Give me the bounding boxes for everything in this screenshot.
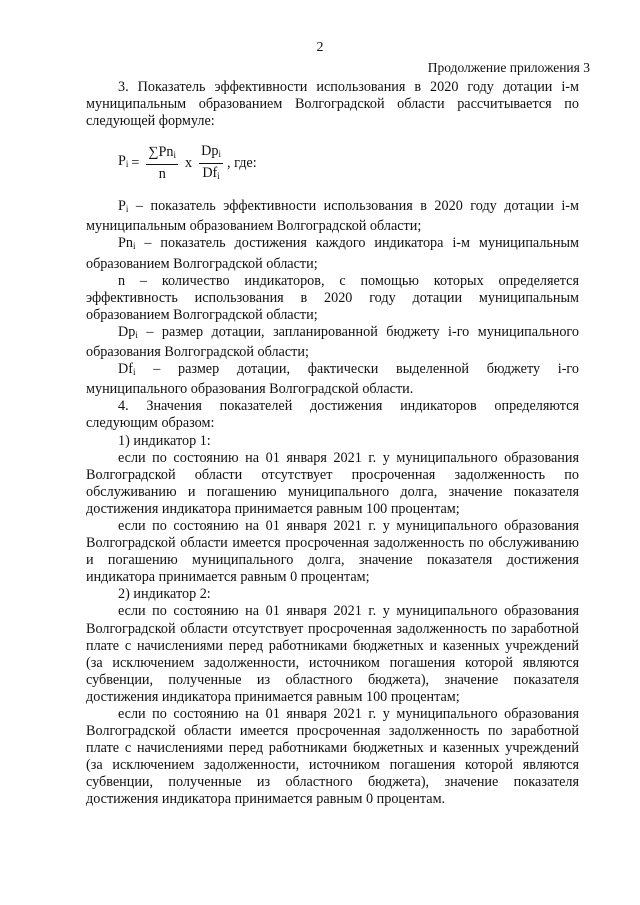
formula-denominator-2: $Df_i$ — [202, 164, 220, 181]
formula-times: x — [185, 154, 193, 171]
formula-numerator-1: $\sum Pn_i$ — [146, 144, 178, 165]
formula-equals: = — [131, 154, 140, 171]
formula-lhs: $P_i$ — [118, 153, 129, 170]
definition-n: n – количество индикаторов, с помощью которых определяется эффективность использования в 2020 году дотации муниципальным образованием Волгоградской области; — [86, 272, 579, 323]
indicator-1-case-a: если по состоянию на 01 января 2021 г. у муниципального образования Волгоградской области отсутствует просроченная задолженность по обслуживанию и погашению муниципального долга, значение показателя достижения индикатора принимается равным 100 процентам; — [86, 449, 579, 517]
page-number: 2 — [316, 40, 324, 55]
formula-fraction-2 — [199, 143, 223, 184]
definition-df: $Df_i$ – размер дотации, фактически выделенной бюджету i-го муниципального образования Волгоградской области. — [86, 361, 579, 398]
section-3-intro: 3. Показатель эффективности использования в 2020 году дотации i-м муниципальным образованием Волгоградской области рассчитывается по следующей формуле: — [86, 79, 579, 130]
formula-tail: , где: — [227, 154, 257, 171]
document-body — [86, 79, 579, 809]
indicator-1-title: 1) индикатор 1: — [118, 432, 211, 449]
definition-p: $P_i$ – показатель эффективности использования в 2020 году дотации i-м муниципальным образованием Волгоградской области; — [86, 198, 579, 235]
formula-fraction-1 — [146, 144, 178, 182]
definition-pn: $Pn_i$ – показатель достижения каждого индикатора i-м муниципальным образованием Волгоградской области; — [86, 235, 579, 272]
definition-dp: $Dp_i$ – размер дотации, запланированной бюджету i-го муниципального образования Волгоградской области; — [86, 323, 579, 361]
indicator-2-title: 2) индикатор 2: — [118, 586, 211, 603]
indicator-1-case-b: если по состоянию на 01 января 2021 г. у муниципального образования Волгоградской области имеется просроченная задолженность по обслуживанию и погашению муниципального долга, значение показателя достижения индикатора принимается равным 0 процентам; — [86, 517, 579, 586]
indicator-2-case-a: если по состоянию на 01 января 2021 г. у муниципального образования Волгоградской области отсутствует просроченная задолженность по заработной плате с начислениями перед работниками бюджетных и казенных учреждений (за исключением задолженности, источником погашения которой являются субвенции, полученные из областного бюджета), значение показателя достижения индикатора принимается равным 100 процентам; — [86, 603, 579, 705]
formula-numerator-2: $Dp_i$ — [199, 143, 223, 164]
formula — [118, 140, 579, 186]
section-4-intro: 4. Значения показателей достижения индикаторов определяются следующим образом: — [86, 398, 579, 432]
formula-denominator-1: n — [158, 166, 166, 183]
indicator-2-case-b: если по состоянию на 01 января 2021 г. у муниципального образования Волгоградской области имеется просроченная задолженность по заработной плате с начислениями перед работниками бюджетных и казенных учреждений (за исключением задолженности, источником погашения которой являются субвенции, полученные из областного бюджета), значение показателя достижения индикатора принимается равным 0 процентам. — [86, 706, 579, 808]
continuation-note: Продолжение приложения 3 — [427, 60, 590, 75]
